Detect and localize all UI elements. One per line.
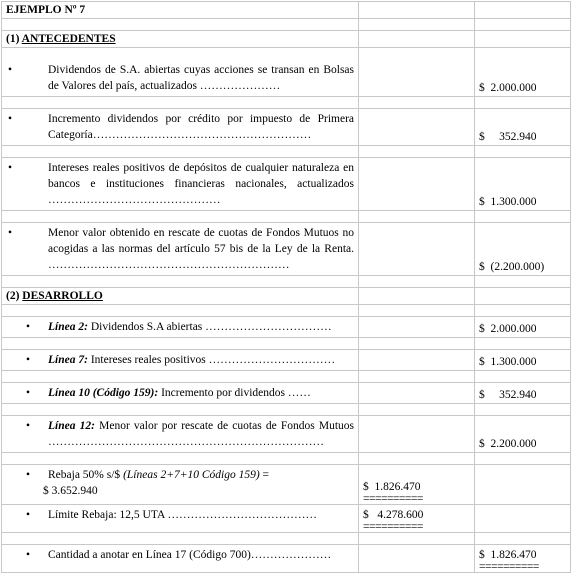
limite-row	[2, 505, 571, 533]
double-rule: ==========	[363, 521, 423, 533]
antecedente-row	[2, 158, 571, 211]
linea-amount: $ 2.000.000	[475, 317, 571, 338]
linea-text: Dividendos S.A abiertas ……………………………	[87, 321, 332, 333]
linea-amount: $ 352.940	[475, 383, 571, 404]
double-rule: ==========	[363, 493, 423, 505]
antecedente-amount: $ 352.940	[475, 109, 571, 146]
bullet-icon: •	[8, 227, 13, 239]
antecedentes-heading: (1) ANTECEDENTES	[2, 31, 359, 48]
bullet-icon: •	[26, 354, 31, 366]
linea-label: Línea 2:	[48, 321, 88, 333]
antecedente-text: Incremento dividendos por crédito por impuesto de Primera Categoría…………………………………………………	[48, 113, 354, 141]
linea-text: Menor valor por rescate de cuotas de Fondos Mutuos ………………………………………………………………	[48, 420, 354, 448]
cantidad-row	[2, 545, 571, 573]
linea-amount: $ 2.200.000	[475, 416, 571, 453]
title-row	[2, 2, 571, 19]
antecedente-amount: $ 1.300.000	[475, 158, 571, 211]
bullet-icon: •	[26, 549, 31, 561]
limite-amount: $ 4.278.600	[363, 509, 424, 521]
bullet-icon: •	[26, 387, 31, 399]
antecedente-text: Dividendos de S.A. abiertas cuyas acciones se transan en Bolsas de Valores del país, actualizados …………………	[48, 64, 354, 92]
bullet-icon: •	[26, 321, 31, 333]
linea-text: Incremento por dividendos ……	[158, 387, 311, 399]
linea-text: Intereses reales positivos ……………………………	[87, 354, 336, 366]
desarrollo-heading-row	[2, 288, 571, 305]
desarrollo-heading: (2) DESARROLLO	[2, 288, 359, 305]
antecedentes-heading-row	[2, 31, 571, 48]
cantidad-text: Cantidad a anotar en Línea 17 (Código 700)…………………	[48, 549, 332, 561]
bullet-icon: •	[8, 162, 13, 174]
linea-row	[2, 383, 571, 404]
cantidad-amount: $ 1.826.470	[479, 549, 537, 561]
rebaja-amount: $ 1.826.470	[363, 481, 421, 493]
rebaja-row: • Rebaja 50% s/$ (Líneas 2+7+10 Código 159) = $ 3.652.940 $ 1.826.470 ==========	[2, 465, 571, 505]
bullet-icon: •	[26, 420, 31, 432]
rebaja-base-amount: $ 3.652.940	[43, 485, 98, 497]
antecedente-row	[2, 223, 571, 276]
linea-label: Línea 10 (Código 159):	[48, 387, 159, 399]
linea-label: Línea 7:	[48, 354, 88, 366]
example-document-table	[1, 1, 571, 573]
bullet-icon: •	[26, 469, 31, 481]
antecedente-row	[2, 109, 571, 146]
document-title: EJEMPLO Nº 7	[2, 2, 359, 19]
limite-text: Límite Rebaja: 12,5 UTA …………………………………	[48, 509, 317, 521]
bullet-icon: •	[8, 64, 13, 76]
linea-row	[2, 350, 571, 371]
bullet-icon: •	[26, 509, 31, 521]
bullet-icon: •	[8, 113, 13, 125]
antecedente-text: Menor valor obtenido en rescate de cuotas de Fondos Mutuos no acogidas a las normas del artículo 57 bis de la Ley de la Renta. ………………………………………………………	[48, 227, 354, 271]
antecedente-amount: $ (2.200.000)	[475, 223, 571, 276]
linea-label: Línea 12:	[48, 420, 95, 432]
antecedente-text: Intereses reales positivos de depósitos de cualquier naturaleza en bancos e instituciones financieras nacionales, actualizados ………………………………………	[48, 162, 354, 206]
double-rule: ==========	[479, 561, 539, 573]
linea-row	[2, 317, 571, 338]
linea-amount: $ 1.300.000	[475, 350, 571, 371]
antecedente-amount: $ 2.000.000	[475, 48, 571, 97]
antecedente-row	[2, 48, 571, 97]
linea-row	[2, 416, 571, 453]
